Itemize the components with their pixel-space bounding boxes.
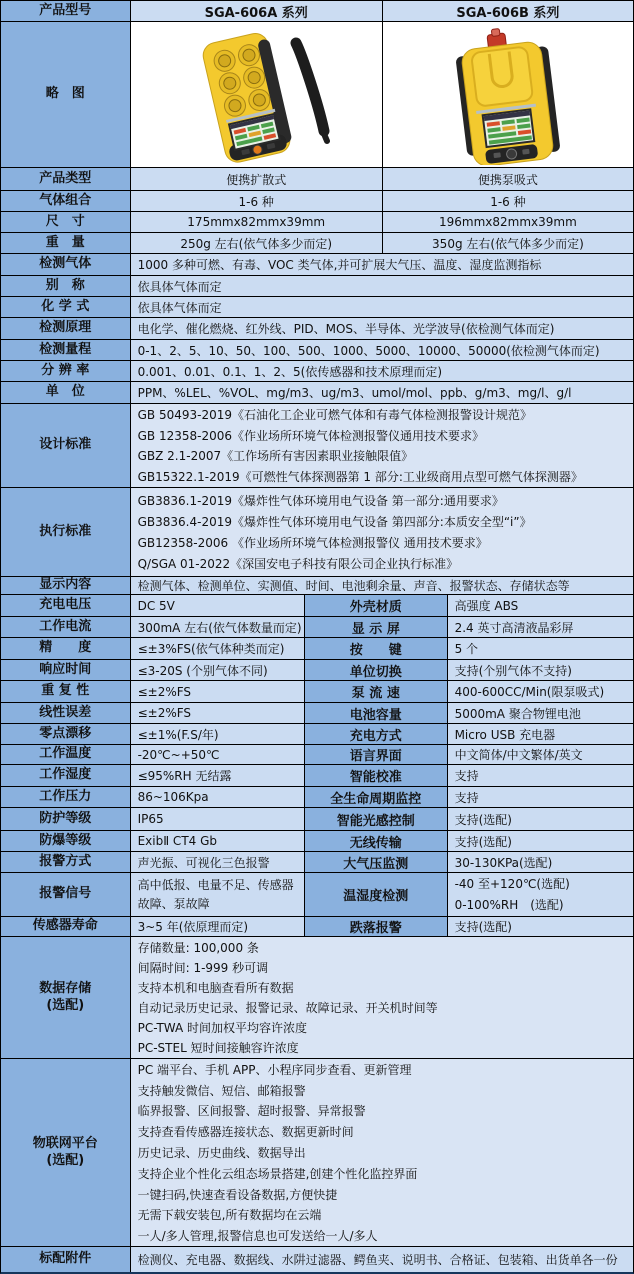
product-type-b: 便携泵吸式 — [383, 168, 633, 190]
response-time-label: 响应时间 — [1, 660, 131, 680]
size-label: 尺 寸 — [1, 212, 131, 232]
iot-feature-line: 历史记录、历史曲线、数据导出 — [137, 1146, 306, 1160]
data-storage-line: 自动记录历史记录、报警记录、故障记录、开关机时间等 — [137, 1001, 438, 1015]
battery-capacity-value: 5000mA 聚合物锂电池 — [448, 703, 633, 723]
explosion-proof-label: 防爆等级 — [1, 831, 131, 851]
gas-combo-label: 气体组合 — [1, 191, 131, 211]
row-design-standards — [1, 404, 633, 488]
pressure-monitor-value: 30-130KPa(选配) — [448, 852, 633, 872]
gas-combo-b: 1-6 种 — [383, 191, 633, 211]
display-contents-label: 显示内容 — [1, 577, 131, 594]
smart-calibration-label: 智能校准 — [305, 765, 448, 786]
language-label: 语言界面 — [305, 745, 448, 764]
temp-humidity-line: -40 至+120℃(选配) — [454, 877, 570, 892]
pump-flow-value: 400-600CC/Min(限泵吸式) — [448, 681, 633, 702]
row-linearity-error — [1, 703, 633, 724]
data-storage-line: 间隔时间: 1-999 秒可调 — [137, 961, 269, 975]
zero-drift-value: ≤±1%(F.S/年) — [131, 724, 305, 744]
iot-platform-label — [1, 1059, 131, 1246]
response-time-value: ≤3-20S (个别气体不同) — [131, 660, 305, 680]
linearity-error-label: 线性误差 — [1, 703, 131, 723]
product-type-a: 便携扩散式 — [131, 168, 383, 190]
detect-gases-value: 1000 多种可燃、有毒、VOC 类气体,并可扩展大气压、温度、湿度监测指标 — [131, 254, 633, 275]
design-standard-line: GB 50493-2019《石油化工企业可燃气体和有毒气体检测报警设计规范》 — [137, 407, 532, 422]
row-product-type — [1, 168, 633, 191]
device-b-image — [383, 22, 633, 167]
header-row — [1, 1, 633, 22]
row-exec-standards — [1, 488, 633, 577]
iot-feature-line: 一人/多人管理,报警信息也可发送给一人/多人 — [137, 1229, 378, 1244]
exec-standard-line: Q/SGA 01-2022《深国安电子科技有限公司企业执行标准》 — [137, 557, 459, 571]
size-a: 175mmx82mmx39mm — [131, 212, 383, 232]
series-a-title: SGA-606A 系列 — [131, 1, 383, 21]
row-data-storage — [1, 937, 633, 1059]
iot-feature-line: 支持查看传感器连接状态、数据更新时间 — [137, 1125, 354, 1140]
exec-standards-label: 执行标准 — [1, 488, 131, 576]
sensor-life-value: 3~5 年(依原理而定) — [131, 917, 305, 936]
chemical-formula-label: 化 学 式 — [1, 297, 131, 317]
working-pressure-label: 工作压力 — [1, 787, 131, 807]
working-current-value: 300mA 左右(依气体数量而定) — [131, 617, 305, 637]
exec-standard-line: GB12358-2006 《作业场所环境气体检测报警仪 通用技术要求》 — [137, 536, 488, 550]
row-working-current — [1, 617, 633, 638]
pump-flow-label: 泵 流 速 — [305, 681, 448, 702]
device-a-image — [131, 22, 383, 167]
row-ip-rating — [1, 808, 633, 831]
data-storage-line: 支持本机和电脑查看所有数据 — [137, 981, 294, 995]
device-a-illustration — [146, 25, 366, 165]
shell-material-label: 外壳材质 — [305, 595, 448, 616]
design-standard-line: GB15322.1-2019《可燃性气体探测器第 1 部分:工业级商用点型可燃气体探测器》 — [137, 470, 583, 485]
charge-method-value: Micro USB 充电器 — [448, 724, 633, 744]
iot-feature-line: 支持触发微信、短信、邮箱报警 — [137, 1083, 306, 1098]
buttons-label: 按 键 — [305, 638, 448, 659]
language-value: 中文简体/中文繁体/英文 — [448, 745, 633, 764]
row-weight — [1, 233, 633, 254]
shell-material-value: 高强度 ABS — [448, 595, 633, 616]
row-charge-voltage — [1, 595, 633, 617]
weight-a: 250g 左右(依气体多少而定) — [131, 233, 383, 253]
wireless-value: 支持(选配) — [448, 831, 633, 851]
buttons-value: 5 个 — [448, 638, 633, 659]
temp-humidity-value — [448, 873, 633, 916]
alarm-signal-value: 高中低报、电量不足、传感器故障、泵故障 — [131, 873, 305, 916]
explosion-proof-value: ExibⅡ CT4 Gb — [131, 831, 305, 851]
data-storage-label — [1, 937, 131, 1058]
alarm-mode-value: 声光振、可视化三色报警 — [131, 852, 305, 872]
working-current-label: 工作电流 — [1, 617, 131, 637]
light-sensor-label: 智能光感控制 — [305, 808, 448, 830]
accuracy-value: ≤±3%FS(依气体种类而定) — [131, 638, 305, 659]
iot-feature-line: 临界报警、区间报警、超时报警、异常报警 — [137, 1104, 366, 1119]
row-chemical-formula — [1, 297, 633, 318]
row-working-humidity — [1, 765, 633, 787]
row-resolution — [1, 361, 633, 382]
battery-capacity-label: 电池容量 — [305, 703, 448, 723]
row-size — [1, 212, 633, 233]
alarm-mode-label: 报警方式 — [1, 852, 131, 872]
design-standard-line: GB 12358-2006《作业场所环境气体检测报警仪通用技术要求》 — [137, 428, 484, 443]
accessories-label: 标配附件 — [1, 1247, 131, 1272]
principle-value: 电化学、催化燃烧、红外线、PID、MOS、半导体、光学波导(依检测气体而定) — [131, 318, 633, 339]
row-detect-gases — [1, 254, 633, 276]
data-storage-line: 存储数量: 100,000 条 — [137, 941, 259, 955]
data-storage-line: PC-TWA 时间加权平均容许浓度 — [137, 1021, 308, 1035]
resolution-label: 分 辨 率 — [1, 361, 131, 381]
range-value: 0-1、2、5、10、50、100、500、1000、5000、10000、50000(依检测气体而定) — [131, 340, 633, 360]
light-sensor-value: 支持(选配) — [448, 808, 633, 830]
alarm-signal-label: 报警信号 — [1, 873, 131, 916]
unit-value: PPM、%LEL、%VOL、mg/m3、ug/m3、umol/mol、ppb、g/m3、mg/l、g/l — [131, 382, 633, 403]
ip-rating-label: 防护等级 — [1, 808, 131, 830]
row-alias — [1, 276, 633, 297]
unit-switch-label: 单位切换 — [305, 660, 448, 680]
exec-standards-value — [131, 488, 633, 576]
device-b-illustration — [403, 25, 613, 165]
weight-b: 350g 左右(依气体多少而定) — [383, 233, 633, 253]
row-accuracy — [1, 638, 633, 660]
lifecycle-monitor-label: 全生命周期监控 — [305, 787, 448, 807]
display-screen-value: 2.4 英寸高清液晶彩屏 — [448, 617, 633, 637]
row-repeatability — [1, 681, 633, 703]
working-temp-value: -20℃~+50℃ — [131, 745, 305, 764]
accuracy-label: 精 度 — [1, 638, 131, 659]
accessories-value: 检测仪、充电器、数据线、水阱过滤器、鳄鱼夹、说明书、合格证、包装箱、出货单各一份 — [131, 1247, 633, 1272]
data-storage-value — [131, 937, 633, 1058]
repeatability-value: ≤±2%FS — [131, 681, 305, 702]
row-principle — [1, 318, 633, 340]
row-gas-combo — [1, 191, 633, 212]
linearity-error-value: ≤±2%FS — [131, 703, 305, 723]
data-storage-line: PC-STEL 短时间接触容许浓度 — [137, 1041, 299, 1055]
row-response-time — [1, 660, 633, 681]
working-temp-label: 工作温度 — [1, 745, 131, 764]
row-range — [1, 340, 633, 361]
ip-rating-value: IP65 — [131, 808, 305, 830]
iot-platform-value — [131, 1059, 633, 1246]
charge-voltage-value: DC 5V — [131, 595, 305, 616]
iot-platform-label-line1: 物联网平台 — [32, 1136, 98, 1152]
chemical-formula-value: 依具体气体而定 — [131, 297, 633, 317]
iot-platform-label-line2: (选配) — [46, 1152, 85, 1168]
working-humidity-value: ≤95%RH 无结露 — [131, 765, 305, 786]
display-screen-label: 显 示 屏 — [305, 617, 448, 637]
iot-feature-line: 一键扫码,快速查看设备数据,方便快捷 — [137, 1187, 338, 1202]
principle-label: 检测原理 — [1, 318, 131, 339]
data-storage-label-line1: 数据存储 — [39, 981, 92, 997]
row-working-pressure — [1, 787, 633, 808]
lifecycle-monitor-value: 支持 — [448, 787, 633, 807]
data-storage-label-line2: (选配) — [46, 997, 85, 1013]
row-sensor-life — [1, 917, 633, 937]
iot-feature-line: 无需下载安装包,所有数据均在云端 — [137, 1208, 322, 1223]
product-type-label: 产品类型 — [1, 168, 131, 190]
row-alarm-signal — [1, 873, 633, 917]
repeatability-label: 重 复 性 — [1, 681, 131, 702]
drop-alarm-label: 跌落报警 — [305, 917, 448, 936]
zero-drift-label: 零点漂移 — [1, 724, 131, 744]
resolution-value: 0.001、0.01、0.1、1、2、5(依传感器和技术原理而定) — [131, 361, 633, 381]
detect-gases-label: 检测气体 — [1, 254, 131, 275]
series-b-title: SGA-606B 系列 — [383, 1, 633, 21]
design-standard-line: GBZ 2.1-2007《工作场所有害因素职业接触限值》 — [137, 449, 414, 464]
unit-label: 单 位 — [1, 382, 131, 403]
row-display-contents — [1, 577, 633, 595]
row-unit — [1, 382, 633, 404]
sensor-life-label: 传感器寿命 — [1, 917, 131, 936]
smart-calibration-value: 支持 — [448, 765, 633, 786]
pressure-monitor-label: 大气压监测 — [305, 852, 448, 872]
row-working-temp — [1, 745, 633, 765]
drop-alarm-value: 支持(选配) — [448, 917, 633, 936]
row-accessories — [1, 1247, 633, 1272]
unit-switch-value: 支持(个别气体不支持) — [448, 660, 633, 680]
working-humidity-label: 工作湿度 — [1, 765, 131, 786]
row-zero-drift — [1, 724, 633, 745]
temp-humidity-label: 温湿度检测 — [305, 873, 448, 916]
exec-standard-line: GB3836.1-2019《爆炸性气体环境用电气设备 第一部分:通用要求》 — [137, 494, 504, 508]
alias-label: 别 称 — [1, 276, 131, 296]
row-alarm-mode — [1, 852, 633, 873]
design-standards-value — [131, 404, 633, 487]
exec-standard-line: GB3836.4-2019《爆炸性气体环境用电气设备 第四部分:本质安全型“i”》 — [137, 515, 532, 529]
design-standards-label: 设计标准 — [1, 404, 131, 487]
header-label: 产品型号 — [1, 1, 131, 21]
gas-combo-a: 1-6 种 — [131, 191, 383, 211]
wireless-label: 无线传输 — [305, 831, 448, 851]
sketch-row — [1, 22, 633, 168]
working-pressure-value: 86~106Kpa — [131, 787, 305, 807]
sketch-label: 略 图 — [1, 22, 131, 167]
display-contents-value: 检测气体、检测单位、实测值、时间、电池剩余量、声音、报警状态、存储状态等 — [131, 577, 633, 594]
size-b: 196mmx82mmx39mm — [383, 212, 633, 232]
alias-value: 依具体气体而定 — [131, 276, 633, 296]
row-iot-platform — [1, 1059, 633, 1247]
iot-feature-line: 支持企业个性化云组态场景搭建,创建个性化监控界面 — [137, 1166, 418, 1181]
temp-humidity-line: 0-100%RH (选配) — [454, 897, 564, 912]
range-label: 检测量程 — [1, 340, 131, 360]
charge-method-label: 充电方式 — [305, 724, 448, 744]
iot-feature-line: PC 端平台、手机 APP、小程序同步查看、更新管理 — [137, 1062, 412, 1077]
charge-voltage-label: 充电电压 — [1, 595, 131, 616]
row-explosion-proof — [1, 831, 633, 852]
weight-label: 重 量 — [1, 233, 131, 253]
